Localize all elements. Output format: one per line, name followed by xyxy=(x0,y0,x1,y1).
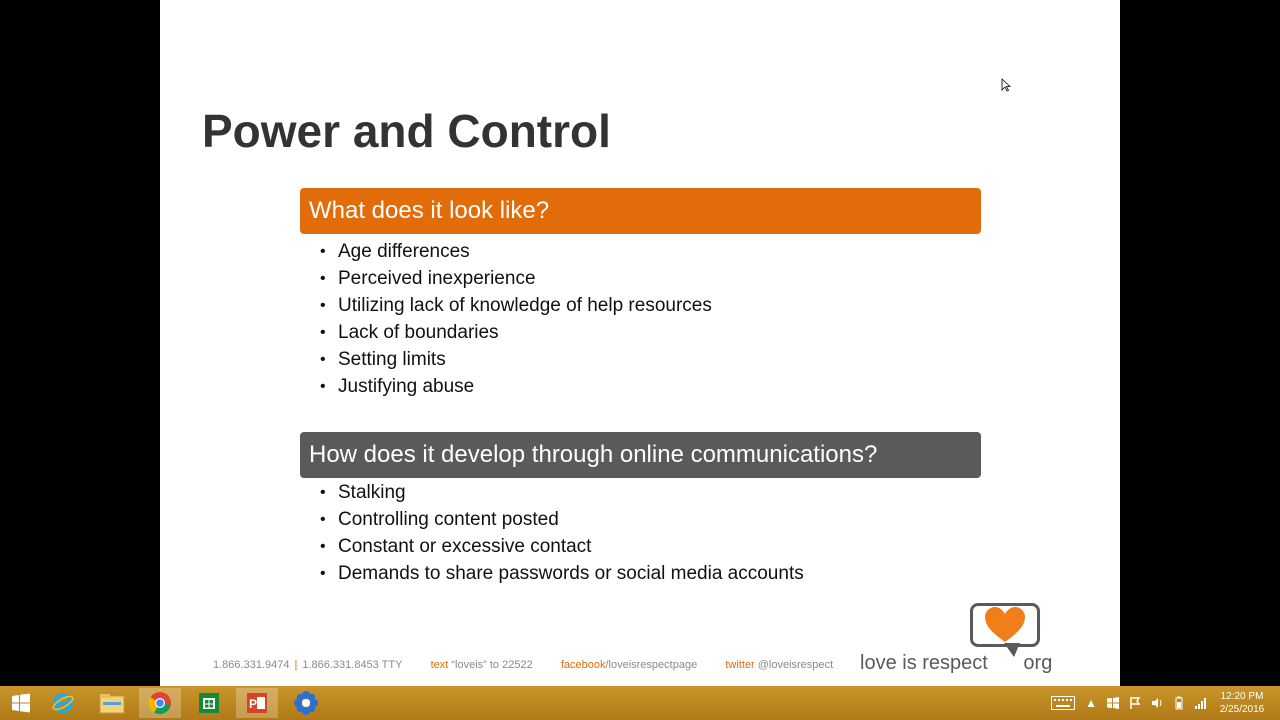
list-item: • Utilizing lack of knowledge of help resources xyxy=(320,292,712,319)
twitter-label: twitter xyxy=(725,659,755,671)
list-item: • Lack of boundaries xyxy=(320,319,712,346)
windows-start-icon[interactable] xyxy=(0,688,42,718)
volume-icon[interactable] xyxy=(1151,697,1163,709)
list-item: • Justifying abuse xyxy=(320,373,712,400)
tty-phone: 1.866.331.8453 TTY xyxy=(302,659,403,671)
store-icon[interactable] xyxy=(188,688,230,718)
svg-text:P: P xyxy=(249,697,258,711)
windows-flag-icon[interactable] xyxy=(1107,697,1119,709)
look-like-list xyxy=(320,238,712,400)
list-item: • Controlling content posted xyxy=(320,506,804,533)
settings-app-icon[interactable] xyxy=(285,688,327,718)
list-item: • Perceived inexperience xyxy=(320,265,712,292)
list-item: • Demands to share passwords or social media accounts xyxy=(320,560,804,587)
list-item: • Stalking xyxy=(320,479,804,506)
chrome-icon[interactable] xyxy=(139,688,181,718)
keyboard-icon[interactable] xyxy=(1051,696,1075,710)
clock-date: 2/25/2016 xyxy=(1219,704,1265,715)
heart-icon xyxy=(983,606,1027,644)
facebook-label: facebook xyxy=(560,659,606,671)
list-item: • Age differences xyxy=(320,238,712,265)
clock-time: 12:20 PM xyxy=(1220,691,1264,702)
slide-footer xyxy=(213,659,833,671)
footer-divider: | xyxy=(294,659,298,671)
mouse-cursor-icon xyxy=(1001,78,1011,92)
brand-wordmark xyxy=(860,652,1052,675)
battery-icon[interactable] xyxy=(1173,696,1185,710)
hotline-phone: 1.866.331.9474 xyxy=(213,659,290,671)
internet-explorer-icon[interactable] xyxy=(42,688,84,718)
list-item: • Constant or excessive contact xyxy=(320,533,804,560)
text-label: text xyxy=(430,659,449,671)
text-value: “loveis” to 22522 xyxy=(451,659,533,671)
signal-icon[interactable] xyxy=(1195,697,1207,709)
taskbar xyxy=(0,686,1280,720)
action-center-flag-icon[interactable] xyxy=(1129,697,1141,709)
section-heading-look-like: What does it look like? xyxy=(300,188,981,234)
slide xyxy=(160,0,1120,686)
brand-name: love is respect xyxy=(860,652,988,674)
twitter-value: @loveisrespect xyxy=(757,659,834,671)
taskbar-clock[interactable] xyxy=(1212,690,1272,716)
chevron-up-icon[interactable]: ▲ xyxy=(1085,696,1097,710)
facebook-value: /loveisrespectpage xyxy=(605,659,698,671)
system-tray xyxy=(1046,686,1280,720)
file-explorer-icon[interactable] xyxy=(91,688,133,718)
list-item: • Setting limits xyxy=(320,346,712,373)
online-list xyxy=(320,479,804,587)
slide-title: Power and Control xyxy=(202,105,611,157)
section-heading-online: How does it develop through online communications? xyxy=(300,432,981,478)
brand-suffix: org xyxy=(1023,652,1053,674)
powerpoint-icon[interactable] xyxy=(236,688,278,718)
